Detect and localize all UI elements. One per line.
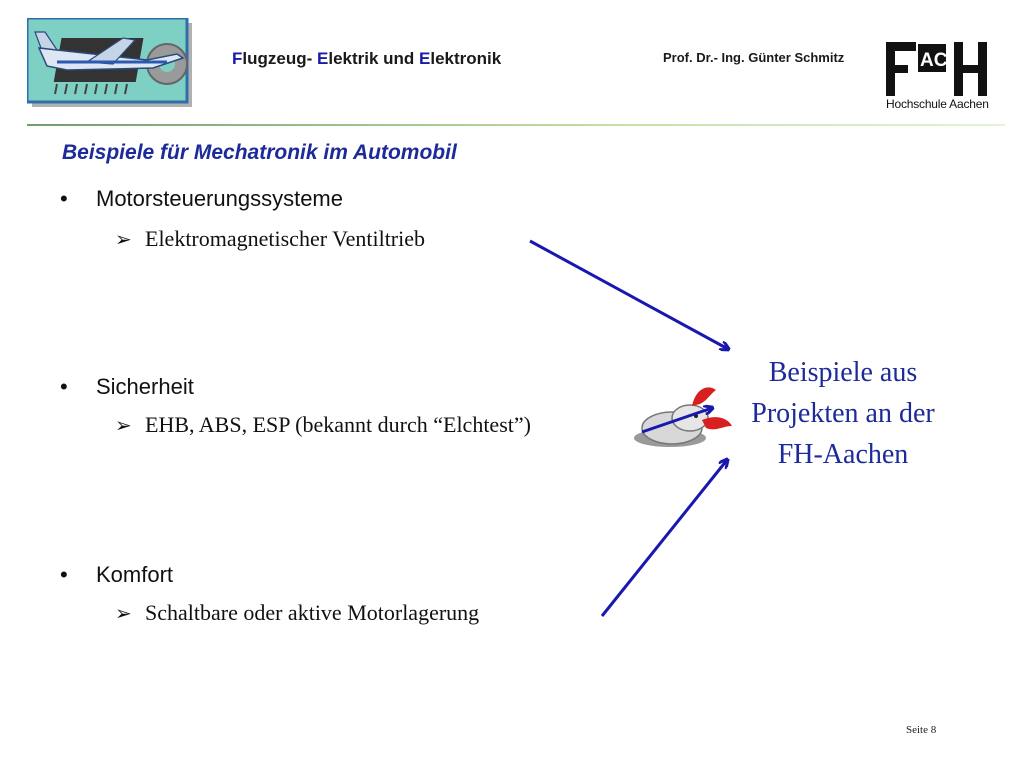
bullet-label: Motorsteuerungssysteme bbox=[96, 186, 343, 211]
sub-bullet-label: Schaltbare oder aktive Motorlagerung bbox=[145, 600, 480, 625]
title-segment: lektrik und bbox=[328, 49, 420, 68]
title-initial: E bbox=[317, 49, 329, 68]
institution-name: Hochschule Aachen bbox=[886, 97, 989, 111]
header-divider bbox=[27, 124, 1005, 126]
bullet-marker: • bbox=[60, 374, 68, 399]
bullet-item bbox=[60, 374, 194, 400]
callout-line: Projekten an der bbox=[751, 398, 935, 429]
sub-bullet-item bbox=[115, 412, 531, 438]
sub-bullet-marker: ➢ bbox=[115, 229, 132, 251]
arrow-motorlagerung bbox=[602, 460, 727, 616]
callout-line: FH-Aachen bbox=[777, 439, 909, 470]
sub-bullet-item bbox=[115, 600, 479, 626]
sub-bullet-marker: ➢ bbox=[115, 603, 132, 625]
bullet-marker: • bbox=[60, 562, 68, 587]
title-segment: lektronik bbox=[430, 49, 502, 68]
bullet-label: Sicherheit bbox=[96, 374, 194, 399]
course-logo bbox=[27, 18, 195, 110]
bullet-label: Komfort bbox=[96, 562, 174, 587]
bullet-marker: • bbox=[60, 186, 68, 211]
slide-title: Beispiele für Mechatronik im Automobil bbox=[62, 141, 457, 164]
bullet-item bbox=[60, 562, 173, 588]
title-initial: E bbox=[419, 49, 431, 68]
callout-line: Beispiele aus bbox=[768, 357, 918, 388]
title-initial: F bbox=[232, 49, 243, 68]
sub-bullet-marker: ➢ bbox=[115, 415, 132, 437]
title-segment: lugzeug- bbox=[242, 49, 317, 68]
sub-bullet-label: EHB, ABS, ESP (bekannt durch “Elchtest”) bbox=[145, 412, 531, 437]
professor-name: Prof. Dr.- Ing. Günter Schmitz bbox=[663, 50, 845, 65]
sub-bullet-label: Elektromagnetischer Ventiltrieb bbox=[145, 226, 426, 251]
arrow-ventiltrieb bbox=[530, 241, 728, 349]
page-number: Seite 8 bbox=[906, 724, 937, 736]
bullet-item bbox=[60, 186, 343, 212]
sub-bullet-item bbox=[115, 226, 425, 252]
callout-text bbox=[712, 352, 974, 475]
svg-text:AC: AC bbox=[920, 50, 948, 71]
course-title bbox=[232, 49, 501, 69]
